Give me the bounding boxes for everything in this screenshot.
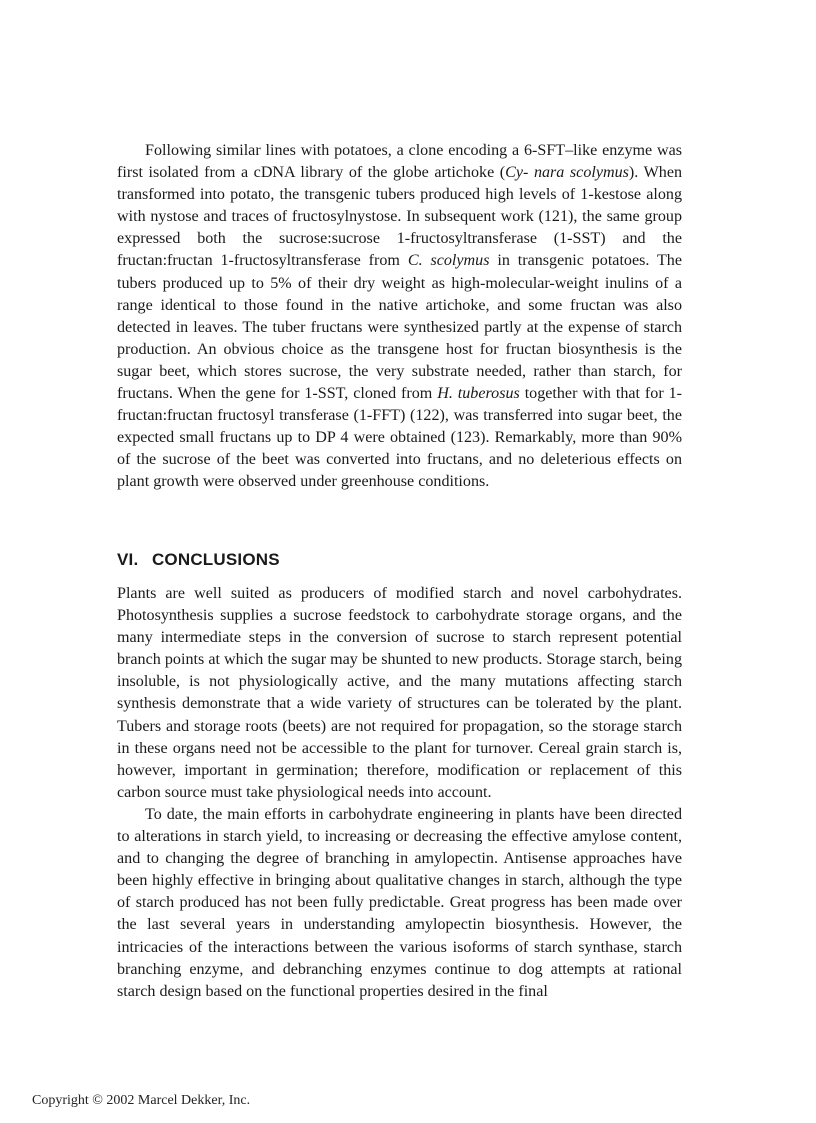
text-run: together with that for 1-fructan:fructan fructosyl transferase (1-FFT) (122), was transferred into sugar beet, the expected small fructans up to DP 4 were obtained (123). Remarkably, more than 90% of the sucrose of the beet was converted into fructans, and no deleterious effects on plant growth were observed under greenhouse conditions. — [117, 385, 682, 491]
species-name-italic: C. scolymus — [407, 252, 490, 270]
text-run: Following similar lines with potatoes, a clone encoding a 6-SFT–like enzyme was first isolated from a cDNA library of the globe artichoke ( — [117, 142, 682, 182]
conclusions-section — [117, 583, 682, 1003]
species-name-italic: Cy- nara scolymus — [505, 164, 629, 182]
section-title: CONCLUSIONS — [151, 550, 280, 569]
species-name-italic: H. tuberosus — [437, 385, 520, 403]
text-run: in transgenic potatoes. The tubers produced up to 5% of their dry weight as high-molecular-weight inulins of a range identical to those found in the native artichoke, and some fructan was also detected in leaves. The tuber fructans were synthesized partly at the expense of starch production. An obvious choice as the transgene host for fructan biosynthesis is the sugar beet, which stores sucrose, the very substrate needed, rather than starch, for fructans. When the gene for 1-SST, cloned from — [117, 252, 683, 403]
copyright-footer: Copyright © 2002 Marcel Dekker, Inc. — [32, 1093, 251, 1108]
conclusions-paragraph-1: Plants are well suited as producers of modified starch and novel carbohydrates. Photosynthesis supplies a sucrose feedstock to carbohydrate storage organs, and the many intermediate steps in the conversion of sucrose to starch represent potential branch points at which the sugar may be shunted to new products. Storage starch, being insoluble, is not physiologically active, and the many mutations affecting starch synthesis demonstrate that a wide variety of structures can be tolerated by the plant. Tubers and storage roots (beets) are not required for propagation, so the storage starch in these organs need not be accessible to the plant for turnover. Cereal grain starch is, however, important in germination; therefore, modification or replacement of this carbon source must take physiological needs into account. — [117, 585, 682, 801]
section-number: VI. — [117, 550, 139, 569]
text-run: ). When transformed into potato, the transgenic tubers produced high levels of 1-kestose along with nystose and traces of fructosylnystose. In subsequent work (121), the same group expressed both the sucrose:sucrose 1-fructosyltransferase (1-SST) and the fructan:fructan 1-fructosyltransferase from — [117, 164, 683, 270]
paragraph-fructan-transgenics — [117, 140, 682, 494]
body-text-section — [117, 140, 682, 494]
section-heading — [117, 550, 682, 570]
conclusions-paragraph-2: To date, the main efforts in carbohydrate engineering in plants have been directed to alterations in starch yield, to increasing or decreasing the effective amylose content, and to changing the degree of branching in amylopectin. Antisense approaches have been highly effective in bringing about qualitative changes in starch, although the type of starch produced has not been fully predictable. Great progress has been made over the last several years in understanding amylopectin biosynthesis. However, the intricacies of the interactions between the various isoforms of starch synthase, starch branching enzyme, and debranching enzymes continue to dog attempts at rational starch design based on the functional properties desired in the final — [117, 805, 682, 1000]
